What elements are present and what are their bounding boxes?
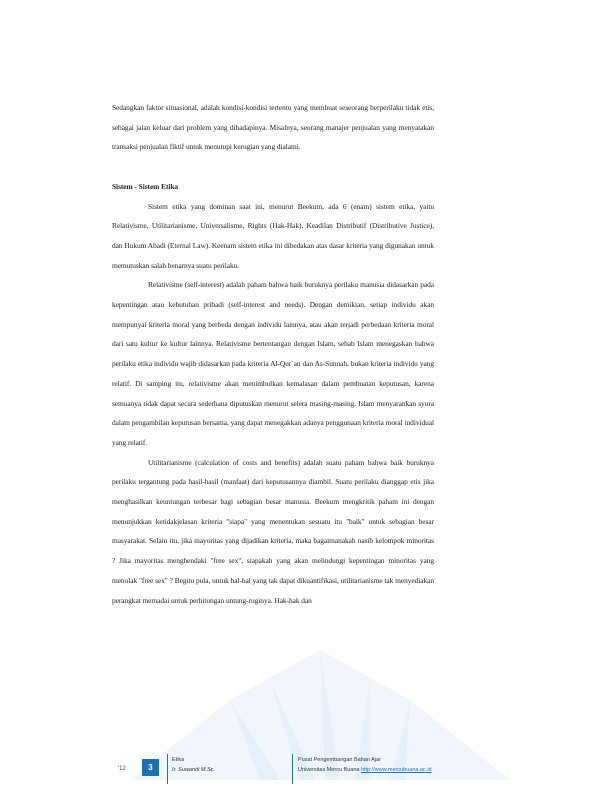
paragraph-ethics-systems: Sistem etika yang dominan saat ini, menurut Beekum, ada 6 (enam) sistem etika, yaitu Relativisme, Utilitarianisme, Universalisme, Rights (Hak-Hak), Keadilan Distributif (Distributive Justice), dan Hukum Abadi (Eternal Law). Keenam sistem etika ini dibedakan atas dasar kriteria yang digunakan untuk memutuskan salah benarnya suatu perilaku. — [112, 201, 434, 270]
footer-number: '12 — [118, 766, 126, 772]
footer-divider — [167, 754, 168, 784]
author-name: Ir. Suwandi M.Sc. — [172, 767, 215, 773]
page-footer — [0, 752, 612, 792]
course-title: Etika — [172, 757, 185, 763]
website-link[interactable]: http://www.mercubuana.ac.id — [360, 767, 432, 773]
page-number: 3 — [142, 759, 159, 776]
paragraph-relativism: Relativisme (self-interest) adalah paham bahwa baik buruknya perilaku manusia didasarkan pada kepentingan atau kebutuhan pribadi (self-interest and needs). Dengan demikian, setiap individu akan mempunyai kriteria moral yang berbeda dengan individu lainnya, atau akan terjadi perbedaan kriteria moral dari satu kultur ke kultur lainnya. Relativisme bertentangan dengan Islam, sebab Islam menegaskan bahwa perilaku etika individu wajib didasarkan pada kriteria Al-Qur`an dan As-Sunnah, bukan kriteria individu yang relatif. Di samping itu, relativisme akan menimbulkan kemalasan dalam pembuatan keputusan, karena semuanya tidak dapat secara sederhana diputuskan menurut selera masing-masing. Islam menyarankan syura dalam pengambilan keputusan bersama, yang dapat menegakkan adanya penggunaan kriteria moral individual yang relatif. — [112, 280, 434, 447]
spacer — [112, 157, 434, 177]
section-heading: Sistem - Sistem Etika — [112, 181, 179, 191]
paragraph-utilitarianism: Utilitarianisme (calculation of costs and benefits) adalah suatu paham bahwa baik buruknya perilaku tergantung pada hasil-hasil (manfaat) dari keputusannya diambil. Suatu perilaku dianggap etis jika menghasilkan keuntungan terbesar bagi sebagian besar manusia. Beekum mengkritik paham ini dengan menunjukkan ketidakjelasan kriteria "siapa" yang menentukan sesuatu itu "baik" untuk sebagian besar masyarakat. Selain itu, jika mayoritas yang dijadikan kriteria, maka bagaimanakah nasib kelompok minoritas ? Jika mayoritas menghendaki "free sex", siapakah yang akan melindungi kepentingan minoritas yang menolak "free sex" ? Begitu pula, untuk hal-hal yang tak dapat dikuantifikasi, utilitarianisme tak menyediakan perangkat memadai untuk perhitungan untung-ruginya. Hak-hak dan — [112, 457, 434, 605]
institution-name: Pusat Pengembangan Bahan Ajar — [298, 757, 381, 763]
body-text — [112, 98, 434, 610]
course-info — [172, 755, 215, 775]
paragraph-situational-factors: Sedangkan faktor situasional, adalah kondisi-kondisi tertentu yang membuat seseorang berperilaku tidak etis, sebagai jalan keluar dari problem yang dihadapinya. Misalnya, seorang manajer penjualan yang menyatakan transaksi penjualan fiktif untuk menutupi kerugian yang dialami. — [112, 103, 434, 152]
university-name: Universitas Mercu Buana — [298, 767, 360, 773]
footer-divider — [292, 754, 293, 784]
institution-info — [298, 755, 432, 775]
